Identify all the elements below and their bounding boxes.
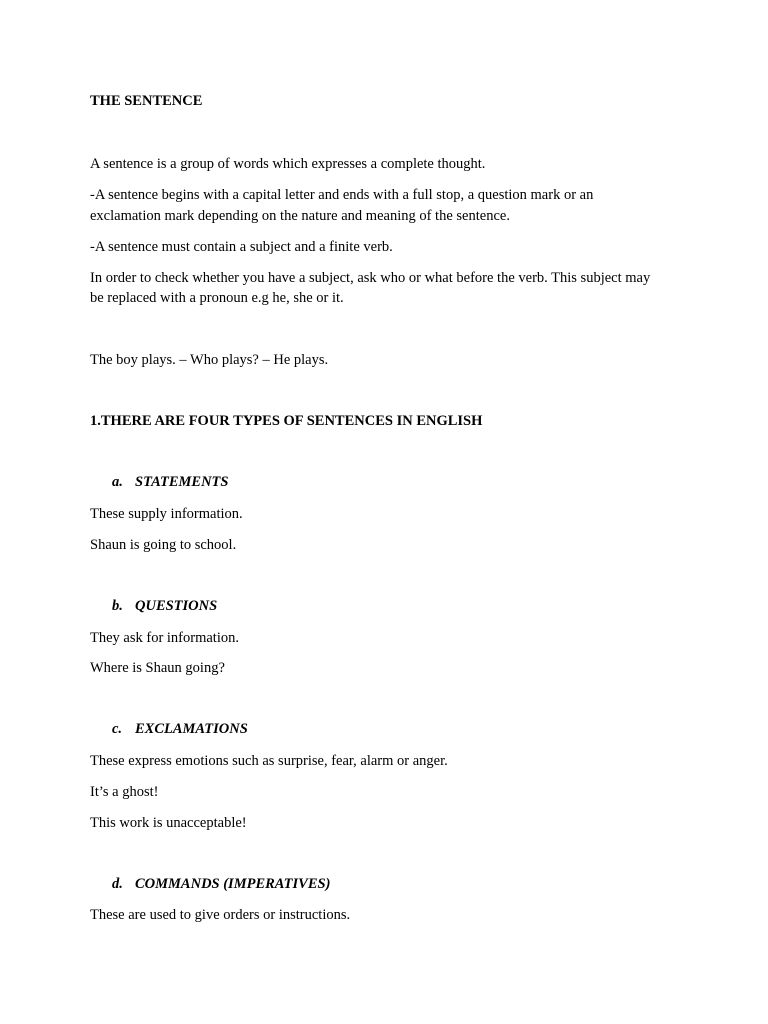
- type-name: STATEMENTS: [135, 474, 229, 490]
- rule-check-line1: In order to check whether you have a subject, ask who or what before the verb. This subject may: [90, 270, 651, 286]
- type-letter: d.: [112, 876, 123, 892]
- type-name: EXCLAMATIONS: [135, 721, 248, 737]
- commands-desc: These are used to give orders or instructions.: [90, 907, 351, 923]
- type-name: COMMANDS (IMPERATIVES): [135, 876, 331, 892]
- statements-desc: These supply information.: [90, 506, 243, 522]
- type-letter: b.: [112, 598, 123, 614]
- type-heading-exclamations: [112, 719, 248, 739]
- exclamations-example-2: This work is unacceptable!: [90, 815, 247, 831]
- exclamations-desc: These express emotions such as surprise, fear, alarm or anger.: [90, 753, 448, 769]
- rule-capital-line1: -A sentence begins with a capital letter and ends with a full stop, a question mark or an: [90, 187, 594, 203]
- rule-capital-line2: exclamation mark depending on the nature and meaning of the sentence.: [90, 208, 510, 224]
- type-heading-questions: [112, 596, 217, 616]
- type-heading-statements: [112, 472, 228, 492]
- type-heading-commands: [112, 874, 330, 894]
- type-name: QUESTIONS: [135, 598, 218, 614]
- page-title: THE SENTENCE: [90, 93, 203, 109]
- questions-desc: They ask for information.: [90, 630, 239, 646]
- rule-subject-verb: -A sentence must contain a subject and a finite verb.: [90, 239, 393, 255]
- example-text: The boy plays. – Who plays? – He plays.: [90, 352, 329, 368]
- type-letter: a.: [112, 474, 123, 490]
- rule-check-line2: be replaced with a pronoun e.g he, she or it.: [90, 290, 344, 306]
- questions-example: Where is Shaun going?: [90, 660, 225, 676]
- definition-text: A sentence is a group of words which expresses a complete thought.: [90, 156, 486, 172]
- type-letter: c.: [112, 721, 123, 737]
- exclamations-example-1: It’s a ghost!: [90, 784, 159, 800]
- statements-example: Shaun is going to school.: [90, 537, 237, 553]
- section-heading: 1.THERE ARE FOUR TYPES OF SENTENCES IN ENGLISH: [90, 413, 483, 429]
